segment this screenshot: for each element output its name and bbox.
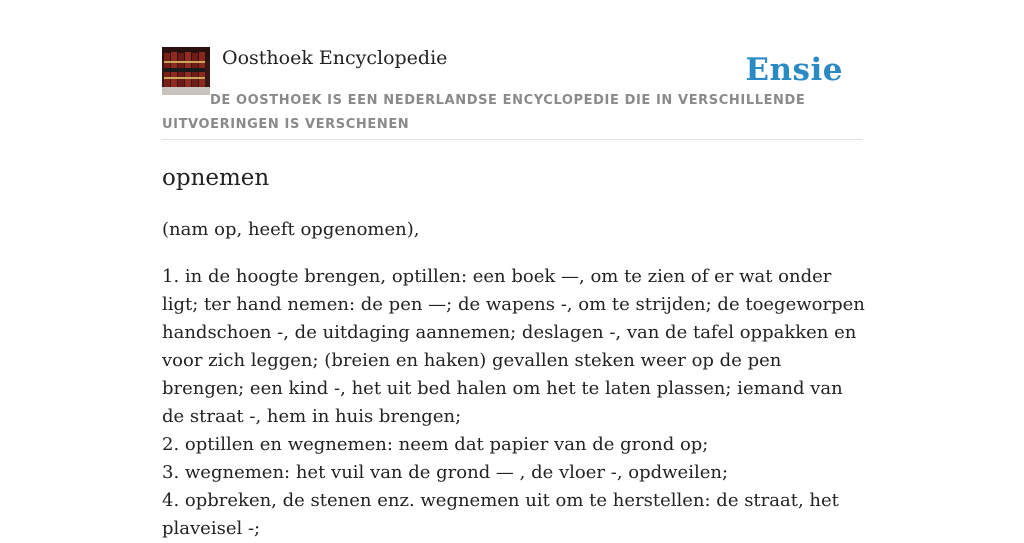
content-column — [162, 0, 865, 539]
entry-title: opnemen — [162, 165, 270, 191]
entry-grammar: (nam op, heeft opgenomen), — [162, 219, 420, 240]
source-header — [162, 0, 862, 140]
brand-logo[interactable]: Ensie — [745, 52, 843, 88]
definition-item: 4. opbreken, de stenen enz. wegnemen uit om te herstellen: de straat, het plaveisel -; — [162, 490, 839, 539]
source-tagline: DE OOSTHOEK IS EEN NEDERLANDSE ENCYCLOPEDIE DIE IN VERSCHILLENDE UITVOERINGEN IS VERSCHENEN — [162, 93, 806, 132]
encyclopedia-books-icon[interactable] — [162, 47, 210, 95]
source-name[interactable]: Oosthoek Encyclopedie — [222, 47, 448, 69]
definition-list — [162, 263, 867, 543]
definition-item: 1. in de hoogte brengen, optillen: een boek —, om te zien of er wat onder ligt; ter hand nemen: de pen —; de wapens -, om te strijden; de toegeworpen handschoen -, de uitdaging aannemen; deslagen -, van de tafel oppakken en voor zich leggen; (breien en haken) gevallen steken weer op de pen brengen; een kind -, het uit bed halen om het te laten plassen; iemand van de straat -, hem in huis brengen; — [162, 266, 865, 427]
definition-item: 3. wegnemen: het vuil van de grond — , de vloer -, opdweilen; — [162, 462, 729, 483]
definition-item: 2. optillen en wegnemen: neem dat papier van de grond op; — [162, 434, 709, 455]
